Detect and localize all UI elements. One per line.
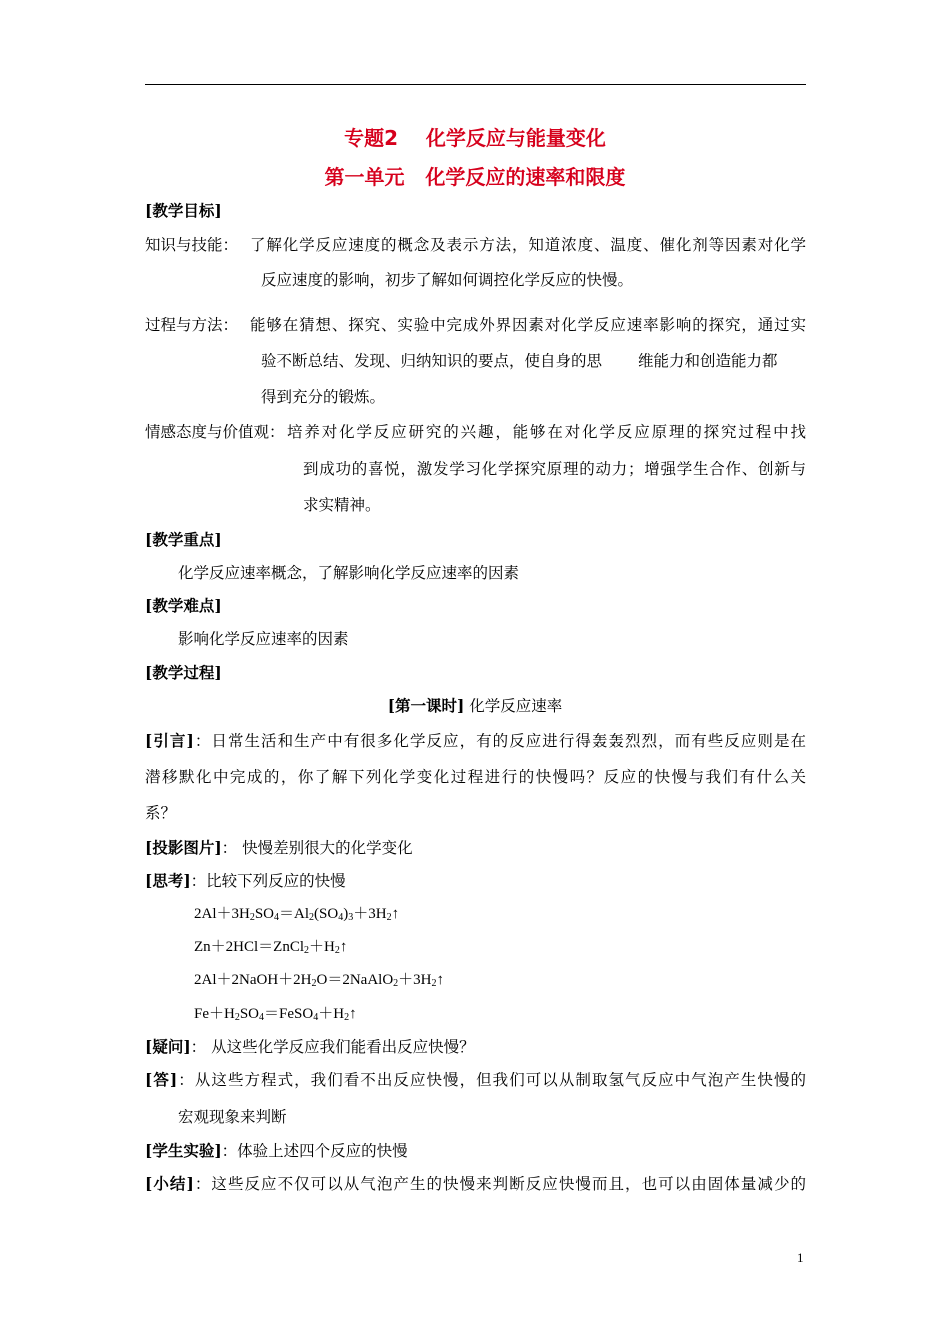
intro-line-3: 系？ bbox=[145, 804, 177, 822]
lesson-label: [第一课时] bbox=[387, 696, 465, 715]
difficulties-text: 影响化学反应速率的因素 bbox=[178, 630, 349, 648]
key-points-text: 化学反应速率概念，了解影响化学反应速率的因素 bbox=[178, 564, 520, 582]
process-text-2a: 验不断总结、发现、归纳知识的要点，使自身的思 bbox=[261, 352, 603, 370]
knowledge-text-1: 了解化学反应速度的概念及表示方法，知道浓度、温度、催化剂等因素对化学 bbox=[250, 236, 806, 254]
emotion-text-3: 求实精神。 bbox=[303, 496, 381, 514]
experiment-line: [学生实验]：体验上述四个反应的快慢 bbox=[145, 1141, 408, 1160]
emotion-text-1: 培养对化学反应研究的兴趣，能够在对化学反应原理的探究过程中找 bbox=[287, 423, 806, 441]
equation-3: $2Al+2NaOH+2H_2O=2NaAlO_2+3H_2↑$ bbox=[194, 972, 444, 989]
answer-line-2: 宏观现象来判断 bbox=[178, 1108, 287, 1126]
lesson-heading bbox=[0, 696, 950, 716]
answer-line-1: [答]：从这些方程式，我们看不出反应快慢，但我们可以从制取氢气反应中气泡产生快慢的 bbox=[145, 1070, 806, 1089]
equation-2: $Zn+2HCl=ZnCl_2+H_2↑$ bbox=[194, 939, 348, 956]
summary-line-1: [小结]：这些反应不仅可以从气泡产生的快慢来判断反应快慢而且，也可以由固体量减少的 bbox=[145, 1174, 806, 1193]
projection-label: [投影图片] bbox=[145, 838, 222, 857]
key-points-heading: [教学重点] bbox=[145, 530, 222, 549]
intro-line-1: [引言]：日常生活和生产中有很多化学反应，有的反应进行得轰轰烈烈，而有些反应则是在 bbox=[145, 731, 806, 750]
emotion-label: 情感态度与价值观： bbox=[145, 423, 285, 441]
process-label: 过程与方法： bbox=[145, 316, 239, 334]
doc-title-unit: 第一单元 化学反应的速率和限度 bbox=[324, 165, 626, 189]
process-text-2b: 维能力和创造能力都 bbox=[638, 352, 778, 370]
emotion-text-2: 到成功的喜悦，激发学习化学探究原理的动力；增强学生合作、创新与 bbox=[303, 460, 806, 478]
summary-label: [小结] bbox=[145, 1174, 194, 1193]
think-label: [思考] bbox=[145, 871, 191, 890]
objectives-heading: [教学目标] bbox=[145, 201, 222, 220]
difficulties-heading: [教学难点] bbox=[145, 596, 222, 615]
equation-4: $Fe+H_2SO_4=FeSO_4+H_2↑$ bbox=[194, 1006, 357, 1023]
think-line: [思考]：比较下列反应的快慢 bbox=[145, 871, 346, 890]
knowledge-text-2: 反应速度的影响，初步了解如何调控化学反应的快慢。 bbox=[261, 271, 634, 289]
answer-label: [答] bbox=[145, 1070, 178, 1089]
process-heading: [教学过程] bbox=[145, 663, 222, 682]
knowledge-label: 知识与技能： bbox=[145, 236, 239, 254]
equation-1: $2Al+3H_2SO_4=Al_2(SO_4)_3+3H_2↑$ bbox=[194, 906, 400, 923]
question-line: [疑问]： 从这些化学反应我们能看出反应快慢？ bbox=[145, 1037, 475, 1056]
header-rule bbox=[145, 84, 806, 85]
intro-line-2: 潜移默化中完成的，你了解下列化学变化过程进行的快慢吗？反应的快慢与我们有什么关 bbox=[145, 768, 806, 786]
experiment-label: [学生实验] bbox=[145, 1141, 222, 1160]
page-number: 1 bbox=[797, 1250, 804, 1265]
lesson-title: 化学反应速率 bbox=[469, 697, 563, 715]
question-label: [疑问] bbox=[145, 1037, 191, 1056]
process-text-2 bbox=[261, 351, 778, 371]
process-text-1: 能够在猜想、探究、实验中完成外界因素对化学反应速率影响的探究，通过实 bbox=[250, 316, 806, 334]
projection-line: [投影图片]： 快慢差别很大的化学变化 bbox=[145, 838, 413, 857]
doc-title-topic: 专题2 化学反应与能量变化 bbox=[344, 126, 606, 150]
process-text-3: 得到充分的锻炼。 bbox=[261, 388, 386, 406]
intro-label: [引言] bbox=[145, 731, 194, 750]
